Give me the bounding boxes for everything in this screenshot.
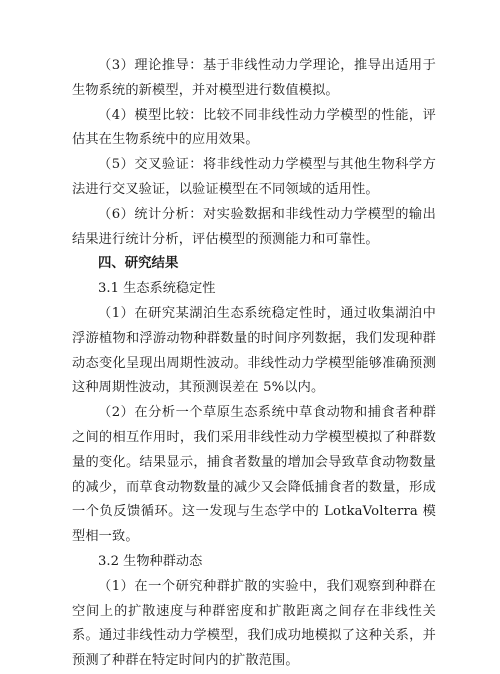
subheading-population-dynamics: 3.2 生物种群动态 (98, 553, 203, 569)
section-heading-results: 四、研究结果 (98, 256, 179, 272)
paragraph-lake-ecosystem: （1）在研究某湖泊生态系统稳定性时，通过收集湖泊中浮游植物和浮游动物种群数量的时间序列数据，我们发现种群动态变化呈现出周期性波动。非线性动力学模型能够准确预测这种周期性波动，其预测误差在 5%以内。 (72, 305, 436, 396)
paragraph-model-comparison: （4）模型比较：比较不同非线性动力学模型的性能，评估其在生物系统中的应用效果。 (72, 107, 436, 148)
paragraph-statistical-analysis: （6）统计分析：对实验数据和非线性动力学模型的输出结果进行统计分析，评估模型的预测能力和可靠性。 (72, 206, 436, 247)
paragraph-grassland-ecosystem: （2）在分析一个草原生态系统中草食动物和捕食者种群之间的相互作用时，我们采用非线性动力学模型模拟了种群数量的变化。结果显示，捕食者数量的增加会导致草食动物数量的减少，而草食动物数量的减少又会降低捕食者的数量，形成一个负反馈循环。这一发现与生态学中的 LotkaVolterra 模型相一致。 (72, 405, 436, 545)
paragraph-cross-validation: （5）交叉验证：将非线性动力学模型与其他生物科学方法进行交叉验证，以验证模型在不同领域的适用性。 (72, 157, 436, 197)
subheading-ecosystem-stability: 3.1 生态系统稳定性 (98, 281, 216, 297)
paragraph-theory-derivation: （3）理论推导：基于非线性动力学理论，推导出适用于生物系统的新模型，并对模型进行数值模拟。 (72, 58, 436, 98)
paragraph-population-diffusion: （1）在一个研究种群扩散的实验中，我们观察到种群在空间上的扩散速度与种群密度和扩散距离之间存在非线性关系。通过非线性动力学模型，我们成功地模拟了这种关系，并预测了种群在特定时间内的扩散范围。 (72, 578, 436, 669)
